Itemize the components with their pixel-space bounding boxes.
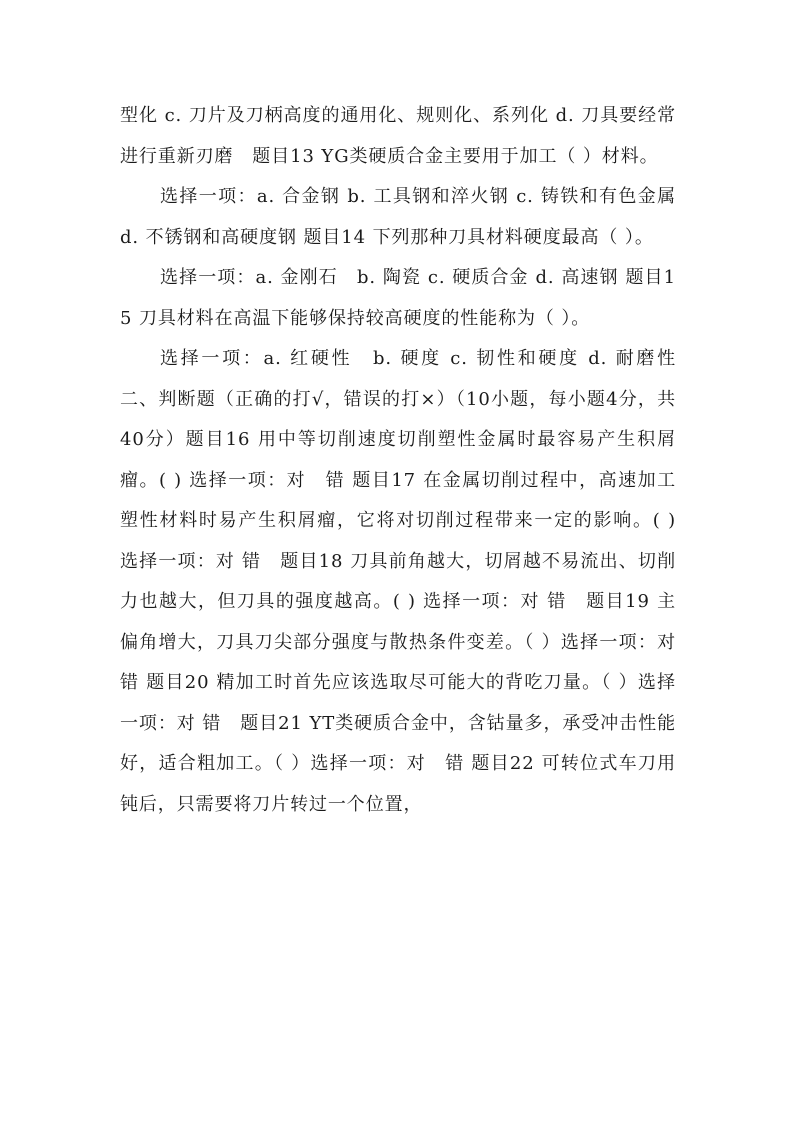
paragraph-1: 型化 c. 刀片及刀柄高度的通用化、规则化、系列化 d. 刀具要经常进行重新刃磨 题目13 YG类硬质合金主要用于加工（ ）材料。 bbox=[120, 105, 676, 167]
document-body bbox=[120, 96, 695, 825]
paragraph-3: 选择一项：a. 金刚石 b. 陶瓷 c. 硬质合金 d. 高速钢 题目15 刀具材料在高温下能够保持较高硬度的性能称为（ ）。 bbox=[120, 267, 676, 329]
paragraph-2: 选择一项：a. 合金钢 b. 工具钢和淬火钢 c. 铸铁和有色金属 d. 不锈钢和高硬度钢 题目14 下列那种刀具材料硬度最高（ ）。 bbox=[120, 186, 695, 248]
paragraph-4: 选择一项：a. 红硬性 b. 硬度 c. 韧性和硬度 d. 耐磨性 二、判断题（正确的打√，错误的打×）（10小题，每小题4分，共40分）题目16 用中等切削速度切削塑性金属时最容易产生积屑瘤。( ) 选择一项：对 错 题目17 在金属切削过程中，高速加工塑性材料时易产生积屑瘤，它将对切削过程带来一定的影响。( ) 选择一项：对 错 题目18 刀具前角越大，切屑越不易流出、切削力也越大，但刀具的强度越高。( ) 选择一项：对 错 题目19 主偏角增大，刀具刀尖部分强度与散热条件变差。（ ）选择一项：对 错 题目20 精加工时首先应该选取尽可能大的背吃刀量。（ ）选择一项：对 错 题目21 YT类硬质合金中，含钴量多，承受冲击性能好，适合粗加工。（ ）选择一项：对 错 题目22 可转位式车刀用钝后，只需要将刀片转过一个位置， bbox=[120, 348, 695, 815]
